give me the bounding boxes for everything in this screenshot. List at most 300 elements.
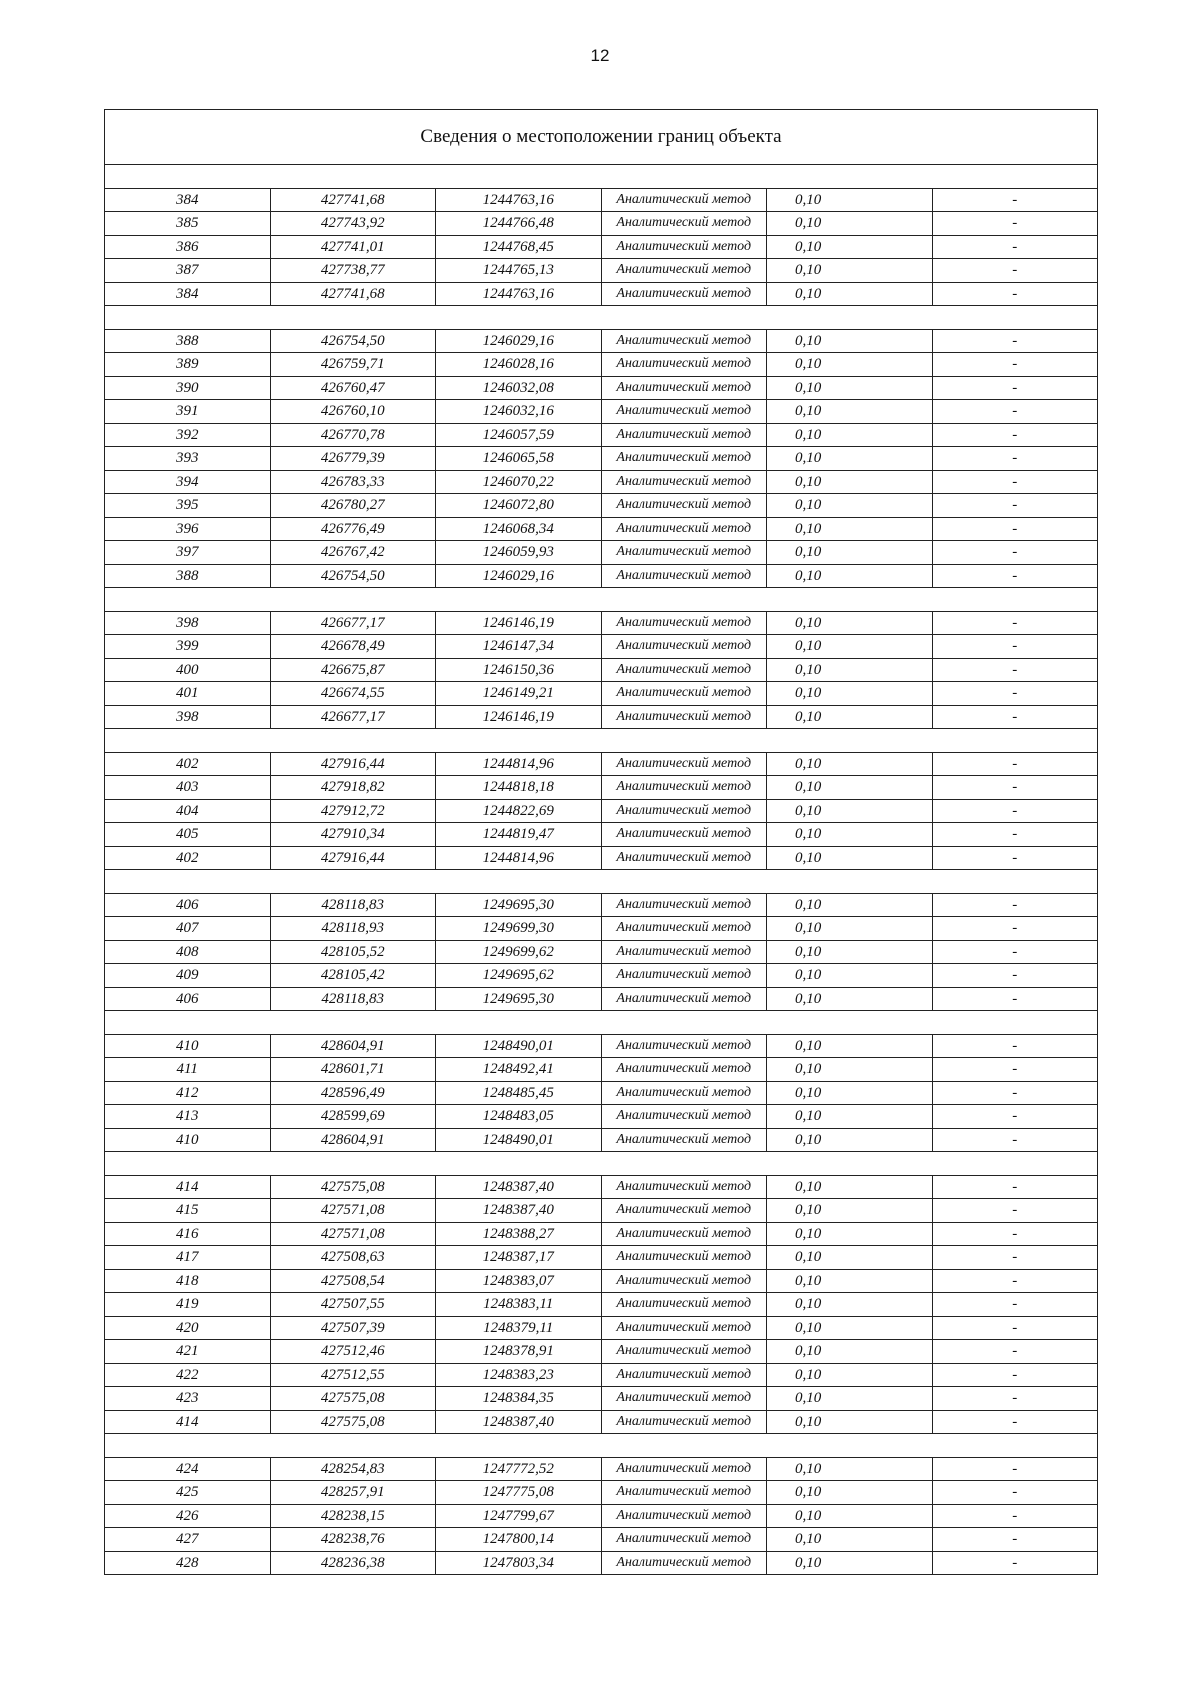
method-cell: Аналитический метод [601, 1293, 767, 1317]
description-cell: - [932, 1175, 1098, 1199]
point-number-cell: 409 [105, 964, 271, 988]
accuracy-cell: 0,10 [767, 1293, 933, 1317]
coord-x-cell: 427910,34 [270, 823, 436, 847]
coord-x-cell: 428604,91 [270, 1128, 436, 1152]
accuracy-cell: 0,10 [767, 940, 933, 964]
method-cell: Аналитический метод [601, 423, 767, 447]
coord-x-cell: 427571,08 [270, 1199, 436, 1223]
coord-x-cell: 426760,47 [270, 376, 436, 400]
table-row [105, 987, 1098, 1011]
point-number-cell: 423 [105, 1387, 271, 1411]
method-cell: Аналитический метод [601, 235, 767, 259]
coord-x-cell: 428118,93 [270, 917, 436, 941]
coord-y-cell: 1244763,16 [436, 282, 602, 306]
method-cell: Аналитический метод [601, 1551, 767, 1575]
point-number-cell: 425 [105, 1481, 271, 1505]
coord-x-cell: 427916,44 [270, 752, 436, 776]
description-cell: - [932, 494, 1098, 518]
coord-y-cell: 1246059,93 [436, 541, 602, 565]
description-cell: - [932, 212, 1098, 236]
accuracy-cell: 0,10 [767, 1081, 933, 1105]
coord-x-cell: 427508,63 [270, 1246, 436, 1270]
coord-y-cell: 1248492,41 [436, 1058, 602, 1082]
coord-y-cell: 1246072,80 [436, 494, 602, 518]
coord-y-cell: 1248379,11 [436, 1316, 602, 1340]
accuracy-cell: 0,10 [767, 1269, 933, 1293]
point-number-cell: 391 [105, 400, 271, 424]
accuracy-cell: 0,10 [767, 1199, 933, 1223]
description-cell: - [932, 964, 1098, 988]
accuracy-cell: 0,10 [767, 447, 933, 471]
accuracy-cell: 0,10 [767, 1457, 933, 1481]
table-row [105, 259, 1098, 283]
method-cell: Аналитический метод [601, 1481, 767, 1505]
description-cell: - [932, 940, 1098, 964]
method-cell: Аналитический метод [601, 917, 767, 941]
coord-y-cell: 1246032,16 [436, 400, 602, 424]
point-number-cell: 412 [105, 1081, 271, 1105]
accuracy-cell: 0,10 [767, 611, 933, 635]
group-separator-cell [105, 165, 1098, 189]
method-cell: Аналитический метод [601, 1246, 767, 1270]
table-row [105, 447, 1098, 471]
table-row [105, 705, 1098, 729]
coord-x-cell: 426675,87 [270, 658, 436, 682]
coord-y-cell: 1248483,05 [436, 1105, 602, 1129]
method-cell: Аналитический метод [601, 212, 767, 236]
method-cell: Аналитический метод [601, 376, 767, 400]
table-row [105, 1551, 1098, 1575]
method-cell: Аналитический метод [601, 564, 767, 588]
description-cell: - [932, 799, 1098, 823]
accuracy-cell: 0,10 [767, 799, 933, 823]
coord-y-cell: 1248383,11 [436, 1293, 602, 1317]
point-number-cell: 402 [105, 846, 271, 870]
table-row [105, 212, 1098, 236]
coord-x-cell: 426754,50 [270, 329, 436, 353]
accuracy-cell: 0,10 [767, 752, 933, 776]
table-row [105, 1199, 1098, 1223]
method-cell: Аналитический метод [601, 799, 767, 823]
method-cell: Аналитический метод [601, 517, 767, 541]
description-cell: - [932, 917, 1098, 941]
coord-y-cell: 1246149,21 [436, 682, 602, 706]
coord-x-cell: 428604,91 [270, 1034, 436, 1058]
accuracy-cell: 0,10 [767, 259, 933, 283]
point-number-cell: 389 [105, 353, 271, 377]
coord-x-cell: 426776,49 [270, 517, 436, 541]
description-cell: - [932, 400, 1098, 424]
table-row [105, 376, 1098, 400]
method-cell: Аналитический метод [601, 400, 767, 424]
method-cell: Аналитический метод [601, 1222, 767, 1246]
accuracy-cell: 0,10 [767, 1340, 933, 1364]
description-cell: - [932, 1410, 1098, 1434]
table-row [105, 1058, 1098, 1082]
table-row [105, 1081, 1098, 1105]
method-cell: Аналитический метод [601, 705, 767, 729]
table-row [105, 776, 1098, 800]
coord-y-cell: 1249695,30 [436, 987, 602, 1011]
group-separator [105, 1434, 1098, 1458]
group-separator-cell [105, 306, 1098, 330]
description-cell: - [932, 846, 1098, 870]
accuracy-cell: 0,10 [767, 353, 933, 377]
point-number-cell: 414 [105, 1410, 271, 1434]
coord-y-cell: 1247803,34 [436, 1551, 602, 1575]
description-cell: - [932, 1105, 1098, 1129]
method-cell: Аналитический метод [601, 1528, 767, 1552]
table-row [105, 752, 1098, 776]
description-cell: - [932, 517, 1098, 541]
method-cell: Аналитический метод [601, 1175, 767, 1199]
method-cell: Аналитический метод [601, 1316, 767, 1340]
coord-x-cell: 428105,52 [270, 940, 436, 964]
method-cell: Аналитический метод [601, 1410, 767, 1434]
method-cell: Аналитический метод [601, 1269, 767, 1293]
point-number-cell: 400 [105, 658, 271, 682]
point-number-cell: 385 [105, 212, 271, 236]
table-row [105, 564, 1098, 588]
description-cell: - [932, 635, 1098, 659]
description-cell: - [932, 376, 1098, 400]
coord-x-cell: 427571,08 [270, 1222, 436, 1246]
accuracy-cell: 0,10 [767, 917, 933, 941]
point-number-cell: 384 [105, 282, 271, 306]
description-cell: - [932, 776, 1098, 800]
description-cell: - [932, 1222, 1098, 1246]
table-row [105, 799, 1098, 823]
accuracy-cell: 0,10 [767, 400, 933, 424]
method-cell: Аналитический метод [601, 1081, 767, 1105]
table-row [105, 1034, 1098, 1058]
point-number-cell: 424 [105, 1457, 271, 1481]
coord-x-cell: 426760,10 [270, 400, 436, 424]
accuracy-cell: 0,10 [767, 423, 933, 447]
coord-y-cell: 1244819,47 [436, 823, 602, 847]
method-cell: Аналитический метод [601, 752, 767, 776]
description-cell: - [932, 1293, 1098, 1317]
description-cell: - [932, 1551, 1098, 1575]
table-row [105, 1293, 1098, 1317]
coord-x-cell: 428236,38 [270, 1551, 436, 1575]
coord-x-cell: 426677,17 [270, 705, 436, 729]
point-number-cell: 415 [105, 1199, 271, 1223]
point-number-cell: 402 [105, 752, 271, 776]
point-number-cell: 398 [105, 705, 271, 729]
coord-x-cell: 426783,33 [270, 470, 436, 494]
point-number-cell: 406 [105, 987, 271, 1011]
coord-y-cell: 1247800,14 [436, 1528, 602, 1552]
accuracy-cell: 0,10 [767, 1316, 933, 1340]
description-cell: - [932, 447, 1098, 471]
table-row [105, 1340, 1098, 1364]
table-row [105, 846, 1098, 870]
accuracy-cell: 0,10 [767, 658, 933, 682]
group-separator [105, 870, 1098, 894]
table-row [105, 329, 1098, 353]
table-row [105, 1387, 1098, 1411]
coord-x-cell: 428596,49 [270, 1081, 436, 1105]
coord-y-cell: 1248383,23 [436, 1363, 602, 1387]
coord-x-cell: 428105,42 [270, 964, 436, 988]
coord-y-cell: 1248387,40 [436, 1199, 602, 1223]
table-row [105, 1410, 1098, 1434]
point-number-cell: 390 [105, 376, 271, 400]
coord-y-cell: 1247772,52 [436, 1457, 602, 1481]
accuracy-cell: 0,10 [767, 705, 933, 729]
point-number-cell: 396 [105, 517, 271, 541]
point-number-cell: 398 [105, 611, 271, 635]
coord-y-cell: 1247799,67 [436, 1504, 602, 1528]
method-cell: Аналитический метод [601, 1340, 767, 1364]
coord-x-cell: 427507,55 [270, 1293, 436, 1317]
table-row [105, 1316, 1098, 1340]
description-cell: - [932, 259, 1098, 283]
table-row [105, 541, 1098, 565]
table-row [105, 1481, 1098, 1505]
table-title: Сведения о местоположении границ объекта [104, 109, 1098, 164]
coord-x-cell: 427741,01 [270, 235, 436, 259]
coord-x-cell: 427918,82 [270, 776, 436, 800]
point-number-cell: 421 [105, 1340, 271, 1364]
coord-y-cell: 1248388,27 [436, 1222, 602, 1246]
coord-x-cell: 428257,91 [270, 1481, 436, 1505]
description-cell: - [932, 1034, 1098, 1058]
coord-y-cell: 1248485,45 [436, 1081, 602, 1105]
table-row [105, 423, 1098, 447]
description-cell: - [932, 1128, 1098, 1152]
description-cell: - [932, 235, 1098, 259]
method-cell: Аналитический метод [601, 259, 767, 283]
group-separator-cell [105, 729, 1098, 753]
method-cell: Аналитический метод [601, 964, 767, 988]
method-cell: Аналитический метод [601, 823, 767, 847]
table-row [105, 353, 1098, 377]
method-cell: Аналитический метод [601, 1387, 767, 1411]
coord-x-cell: 426754,50 [270, 564, 436, 588]
accuracy-cell: 0,10 [767, 1105, 933, 1129]
coord-x-cell: 427575,08 [270, 1175, 436, 1199]
table-row [105, 1363, 1098, 1387]
point-number-cell: 416 [105, 1222, 271, 1246]
coord-y-cell: 1249695,30 [436, 893, 602, 917]
description-cell: - [932, 564, 1098, 588]
table-row [105, 235, 1098, 259]
description-cell: - [932, 470, 1098, 494]
accuracy-cell: 0,10 [767, 776, 933, 800]
point-number-cell: 418 [105, 1269, 271, 1293]
group-separator-cell [105, 588, 1098, 612]
method-cell: Аналитический метод [601, 1034, 767, 1058]
point-number-cell: 404 [105, 799, 271, 823]
coord-x-cell: 428601,71 [270, 1058, 436, 1082]
description-cell: - [932, 1363, 1098, 1387]
group-separator [105, 1011, 1098, 1035]
method-cell: Аналитический метод [601, 282, 767, 306]
point-number-cell: 394 [105, 470, 271, 494]
accuracy-cell: 0,10 [767, 823, 933, 847]
accuracy-cell: 0,10 [767, 987, 933, 1011]
table-row [105, 1269, 1098, 1293]
method-cell: Аналитический метод [601, 494, 767, 518]
method-cell: Аналитический метод [601, 940, 767, 964]
accuracy-cell: 0,10 [767, 494, 933, 518]
accuracy-cell: 0,10 [767, 635, 933, 659]
table-row [105, 1175, 1098, 1199]
point-number-cell: 403 [105, 776, 271, 800]
coord-y-cell: 1244814,96 [436, 752, 602, 776]
coord-x-cell: 426678,49 [270, 635, 436, 659]
method-cell: Аналитический метод [601, 776, 767, 800]
method-cell: Аналитический метод [601, 846, 767, 870]
point-number-cell: 414 [105, 1175, 271, 1199]
coord-x-cell: 427512,46 [270, 1340, 436, 1364]
table-row [105, 1222, 1098, 1246]
description-cell: - [932, 1457, 1098, 1481]
coord-y-cell: 1246146,19 [436, 705, 602, 729]
coordinates-table-body [105, 165, 1098, 1575]
accuracy-cell: 0,10 [767, 1410, 933, 1434]
description-cell: - [932, 1058, 1098, 1082]
point-number-cell: 401 [105, 682, 271, 706]
point-number-cell: 417 [105, 1246, 271, 1270]
point-number-cell: 407 [105, 917, 271, 941]
coord-x-cell: 427575,08 [270, 1410, 436, 1434]
point-number-cell: 411 [105, 1058, 271, 1082]
accuracy-cell: 0,10 [767, 1363, 933, 1387]
coord-y-cell: 1248384,35 [436, 1387, 602, 1411]
method-cell: Аналитический метод [601, 987, 767, 1011]
point-number-cell: 420 [105, 1316, 271, 1340]
coord-x-cell: 427741,68 [270, 282, 436, 306]
method-cell: Аналитический метод [601, 329, 767, 353]
group-separator [105, 1152, 1098, 1176]
description-cell: - [932, 705, 1098, 729]
description-cell: - [932, 282, 1098, 306]
description-cell: - [932, 823, 1098, 847]
method-cell: Аналитический метод [601, 893, 767, 917]
coord-x-cell: 428238,15 [270, 1504, 436, 1528]
table-row [105, 635, 1098, 659]
accuracy-cell: 0,10 [767, 1058, 933, 1082]
coord-y-cell: 1246070,22 [436, 470, 602, 494]
method-cell: Аналитический метод [601, 470, 767, 494]
coord-x-cell: 427512,55 [270, 1363, 436, 1387]
method-cell: Аналитический метод [601, 611, 767, 635]
point-number-cell: 387 [105, 259, 271, 283]
coord-x-cell: 426674,55 [270, 682, 436, 706]
description-cell: - [932, 1246, 1098, 1270]
table-row [105, 1105, 1098, 1129]
point-number-cell: 426 [105, 1504, 271, 1528]
table-row [105, 823, 1098, 847]
coord-y-cell: 1244766,48 [436, 212, 602, 236]
coord-y-cell: 1244818,18 [436, 776, 602, 800]
point-number-cell: 410 [105, 1128, 271, 1152]
method-cell: Аналитический метод [601, 1363, 767, 1387]
coord-y-cell: 1244768,45 [436, 235, 602, 259]
table-row [105, 400, 1098, 424]
table-row [105, 964, 1098, 988]
method-cell: Аналитический метод [601, 188, 767, 212]
accuracy-cell: 0,10 [767, 517, 933, 541]
method-cell: Аналитический метод [601, 1058, 767, 1082]
table-row [105, 282, 1098, 306]
description-cell: - [932, 752, 1098, 776]
coord-x-cell: 426770,78 [270, 423, 436, 447]
point-number-cell: 419 [105, 1293, 271, 1317]
coord-x-cell: 427575,08 [270, 1387, 436, 1411]
method-cell: Аналитический метод [601, 658, 767, 682]
coord-y-cell: 1246068,34 [436, 517, 602, 541]
coord-y-cell: 1248383,07 [436, 1269, 602, 1293]
coord-y-cell: 1246146,19 [436, 611, 602, 635]
table-row [105, 658, 1098, 682]
table-row [105, 611, 1098, 635]
accuracy-cell: 0,10 [767, 1551, 933, 1575]
description-cell: - [932, 1528, 1098, 1552]
description-cell: - [932, 611, 1098, 635]
coord-y-cell: 1248378,91 [436, 1340, 602, 1364]
table-row [105, 1528, 1098, 1552]
accuracy-cell: 0,10 [767, 1222, 933, 1246]
coord-x-cell: 427508,54 [270, 1269, 436, 1293]
coord-y-cell: 1246147,34 [436, 635, 602, 659]
coord-y-cell: 1246065,58 [436, 447, 602, 471]
group-separator [105, 306, 1098, 330]
coord-y-cell: 1246028,16 [436, 353, 602, 377]
coord-y-cell: 1244814,96 [436, 846, 602, 870]
method-cell: Аналитический метод [601, 635, 767, 659]
coord-x-cell: 427916,44 [270, 846, 436, 870]
coord-y-cell: 1244763,16 [436, 188, 602, 212]
table-row [105, 917, 1098, 941]
accuracy-cell: 0,10 [767, 541, 933, 565]
description-cell: - [932, 188, 1098, 212]
method-cell: Аналитический метод [601, 1105, 767, 1129]
coord-y-cell: 1244822,69 [436, 799, 602, 823]
description-cell: - [932, 658, 1098, 682]
method-cell: Аналитический метод [601, 1199, 767, 1223]
coord-y-cell: 1248490,01 [436, 1034, 602, 1058]
coord-x-cell: 427741,68 [270, 188, 436, 212]
coord-x-cell: 426677,17 [270, 611, 436, 635]
method-cell: Аналитический метод [601, 1457, 767, 1481]
point-number-cell: 392 [105, 423, 271, 447]
method-cell: Аналитический метод [601, 1504, 767, 1528]
coord-y-cell: 1248387,40 [436, 1410, 602, 1434]
accuracy-cell: 0,10 [767, 1175, 933, 1199]
description-cell: - [932, 1504, 1098, 1528]
point-number-cell: 406 [105, 893, 271, 917]
accuracy-cell: 0,10 [767, 212, 933, 236]
description-cell: - [932, 329, 1098, 353]
accuracy-cell: 0,10 [767, 846, 933, 870]
point-number-cell: 397 [105, 541, 271, 565]
group-separator-cell [105, 870, 1098, 894]
point-number-cell: 395 [105, 494, 271, 518]
accuracy-cell: 0,10 [767, 1504, 933, 1528]
coord-x-cell: 427738,77 [270, 259, 436, 283]
accuracy-cell: 0,10 [767, 964, 933, 988]
accuracy-cell: 0,10 [767, 188, 933, 212]
accuracy-cell: 0,10 [767, 564, 933, 588]
point-number-cell: 384 [105, 188, 271, 212]
coord-x-cell: 426767,42 [270, 541, 436, 565]
coord-y-cell: 1246029,16 [436, 564, 602, 588]
coord-y-cell: 1246057,59 [436, 423, 602, 447]
